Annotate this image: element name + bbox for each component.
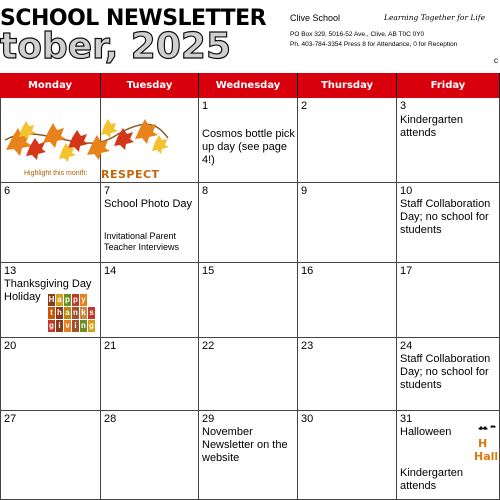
- day-number: 28: [104, 413, 117, 425]
- day-number: 23: [301, 340, 314, 352]
- calendar-cell-thursday: [298, 411, 397, 500]
- calendar-event: November Newsletter on the website: [202, 426, 288, 464]
- svg-text:Hall: Hall: [474, 450, 499, 463]
- calendar-cell-tuesday: [101, 338, 199, 411]
- day-number: 8: [202, 185, 209, 197]
- day-number: 20: [4, 340, 17, 352]
- calendar-cell-friday: [397, 338, 500, 411]
- day-header-monday: Monday: [0, 73, 101, 98]
- day-header-thursday: Thursday: [298, 73, 397, 98]
- day-number: 29: [202, 413, 215, 425]
- calendar: [0, 73, 500, 500]
- day-number: 22: [202, 340, 215, 352]
- calendar-event: Cosmos bottle pick up day (see page 4!): [202, 128, 295, 166]
- thanksgiving-art: H a p p y t h a n k s g i v i n g: [48, 295, 94, 330]
- day-number: 15: [202, 265, 215, 277]
- day-number: 21: [104, 340, 117, 352]
- day-number: 31: [400, 413, 413, 425]
- calendar-cell-friday: [397, 263, 500, 338]
- day-number: 17: [400, 265, 413, 277]
- calendar-event: Kindergarten attends: [400, 114, 463, 139]
- halloween-art: [474, 423, 500, 463]
- school-name: Clive School: [290, 13, 341, 23]
- day-number: 13: [4, 265, 17, 277]
- day-number: 2: [301, 100, 308, 112]
- day-number: 3: [400, 100, 407, 112]
- day-number: 7: [104, 185, 111, 197]
- school-address: PO Box 329, 5016-52 Ave., Clive, AB T0C 0Y0: [290, 31, 425, 38]
- calendar-cell-thursday: [298, 183, 397, 263]
- calendar-cell-thursday: [298, 98, 397, 183]
- newsletter-title: SCHOOL NEWSLETTER: [0, 6, 267, 31]
- calendar-cell-thursday: [298, 263, 397, 338]
- highlight-label: Highlight this month:: [24, 170, 88, 177]
- calendar-cell-wednesday: [199, 183, 298, 263]
- calendar-event-note: Invitational Parent Teacher Interviews: [104, 231, 180, 252]
- highlight-value: RESPECT: [101, 168, 160, 181]
- day-number: 30: [301, 413, 314, 425]
- calendar-cell-friday: [397, 183, 500, 263]
- calendar-cell-tuesday: [101, 411, 199, 500]
- day-number: 24: [400, 340, 413, 352]
- calendar-event: Staff Collaboration Day; no school for students: [400, 198, 491, 236]
- calendar-cell-monday: [0, 183, 101, 263]
- calendar-cell-monday: [0, 338, 101, 411]
- autumn-leaves-image: [0, 108, 170, 168]
- calendar-cell-friday: [397, 98, 500, 183]
- calendar-event: School Photo Day: [104, 198, 193, 210]
- calendar-cell-tuesday: [101, 263, 199, 338]
- calendar-cell-thursday: [298, 338, 397, 411]
- month-heading: tober, 2025: [0, 26, 231, 67]
- calendar-cell-wednesday: [199, 98, 298, 183]
- day-number: 1: [202, 100, 209, 112]
- calendar-cell-monday: [0, 411, 101, 500]
- calendar-cell-wednesday: [199, 263, 298, 338]
- day-number: 9: [301, 185, 308, 197]
- day-number: 27: [4, 413, 17, 425]
- day-number: 10: [400, 185, 413, 197]
- day-number: 16: [301, 265, 314, 277]
- day-number: 14: [104, 265, 117, 277]
- calendar-event: Halloween: [400, 426, 452, 438]
- calendar-event: Staff Collaboration Day; no school for students: [400, 353, 491, 391]
- school-phone: Ph. 403-784-3354 Press 8 for Attendance, 0 for Reception: [290, 41, 458, 48]
- calendar-cell-wednesday: [199, 411, 298, 500]
- edge-text: c: [494, 56, 498, 65]
- day-header-tuesday: Tuesday: [101, 73, 199, 98]
- calendar-event-extra: Kindergarten attends: [400, 467, 463, 492]
- day-number: 6: [4, 185, 11, 197]
- day-header-wednesday: Wednesday: [199, 73, 298, 98]
- calendar-cell-wednesday: [199, 338, 298, 411]
- svg-text:H: H: [478, 437, 488, 450]
- calendar-event: Thanksgiving Day Holiday: [4, 278, 92, 303]
- day-header-friday: Friday: [397, 73, 500, 98]
- calendar-cell-tuesday: [101, 183, 199, 263]
- school-tagline: Learning Together for Life: [384, 13, 486, 22]
